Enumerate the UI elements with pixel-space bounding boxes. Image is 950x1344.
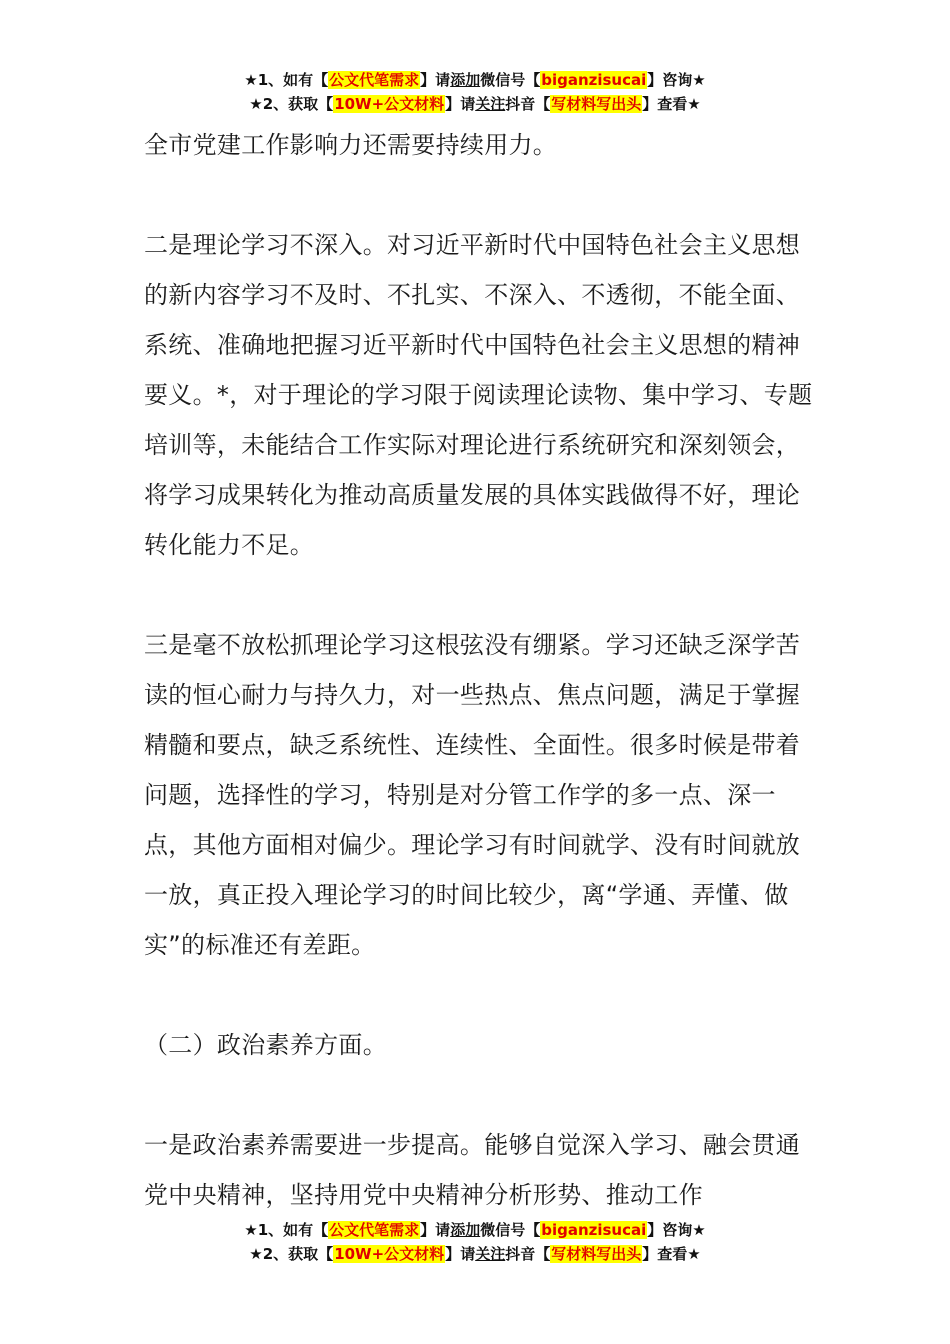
banner-text: 】查看★ (642, 95, 701, 113)
header-banner (0, 68, 950, 116)
banner-text: 】咨询★ (647, 1221, 706, 1239)
banner-text: 】请 (445, 1245, 476, 1263)
banner-highlight: 公文代笔需求 (329, 71, 420, 89)
banner-line-2 (0, 92, 950, 116)
banner-text: 】请 (445, 95, 476, 113)
banner-text: 】请 (420, 1221, 451, 1239)
banner-text: ★2、获取【 (249, 1245, 334, 1263)
banner-highlight: 10W+公文材料 (334, 95, 445, 113)
footer-banner (0, 1218, 950, 1266)
banner-highlight: 写材料写出头 (551, 1245, 642, 1263)
banner-highlight: 10W+公文材料 (334, 1245, 445, 1263)
banner-text: 微信号【 (480, 71, 541, 89)
paragraph: 全市党建工作影响力还需要持续用力。 (144, 131, 558, 159)
banner-text: 抖音【 (505, 95, 551, 113)
banner-highlight: biganzisucai (541, 71, 647, 89)
banner-text: ★1、如有【 (244, 71, 329, 89)
banner-text: ★1、如有【 (244, 1221, 329, 1239)
banner-highlight: 公文代笔需求 (329, 1221, 420, 1239)
document-body (144, 120, 824, 1220)
paragraph: 一是政治素养需要进一步提高。能够自觉深入学习、融会贯通党中央精神，坚持用党中央精神分析形势、推动工作 (144, 1131, 801, 1209)
banner-line-1 (0, 1218, 950, 1242)
banner-underline: 关注 (475, 1245, 506, 1263)
banner-highlight: biganzisucai (541, 1221, 647, 1239)
paragraph: 二是理论学习不深入。对习近平新时代中国特色社会主义思想的新内容学习不及时、不扎实、不深入、不透彻，不能全面、系统、准确地把握习近平新时代中国特色社会主义思想的精神要义。*，对于理论的学习限于阅读理论读物、集中学习、专题培训等，未能结合工作实际对理论进行系统研究和深刻领会，将学习成果转化为推动高质量发展的具体实践做得不好，理论转化能力不足。 (144, 231, 813, 559)
banner-underline: 关注 (475, 95, 506, 113)
banner-text: ★2、获取【 (249, 95, 334, 113)
section-heading: （二）政治素养方面。 (144, 1031, 387, 1059)
banner-line-2 (0, 1242, 950, 1266)
banner-text: 】咨询★ (647, 71, 706, 89)
banner-text: 抖音【 (505, 1245, 551, 1263)
banner-underline: 添加 (450, 1221, 481, 1239)
banner-underline: 添加 (450, 71, 481, 89)
banner-highlight: 写材料写出头 (551, 95, 642, 113)
banner-text: 微信号【 (480, 1221, 541, 1239)
banner-text: 】查看★ (642, 1245, 701, 1263)
banner-text: 】请 (420, 71, 451, 89)
paragraph: 三是毫不放松抓理论学习这根弦没有绷紧。学习还缺乏深学苦读的恒心耐力与持久力，对一些热点、焦点问题，满足于掌握精髓和要点，缺乏系统性、连续性、全面性。很多时候是带着问题，选择性的学习，特别是对分管工作学的多一点、深一点，其他方面相对偏少。理论学习有时间就学、没有时间就放一放，真正投入理论学习的时间比较少，离“学通、弄懂、做实”的标准还有差距。 (144, 631, 801, 959)
banner-line-1 (0, 68, 950, 92)
